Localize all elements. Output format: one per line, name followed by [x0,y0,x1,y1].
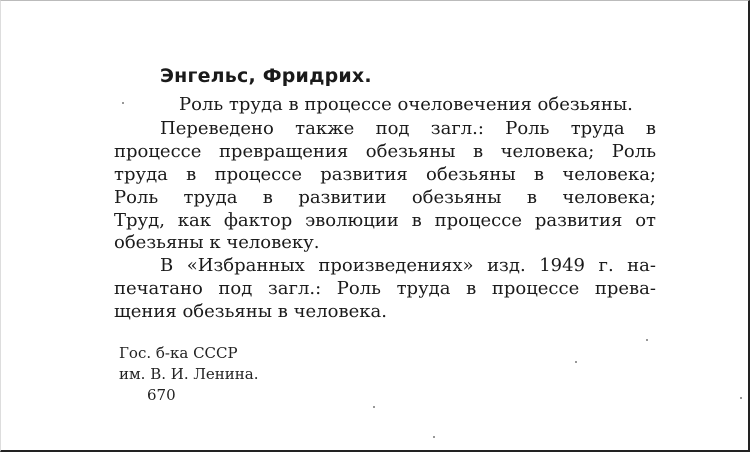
scan-speck [433,436,435,438]
paragraph2-line-1: В «Избранных произведениях» изд. 1949 г. на- [160,255,656,276]
paragraph1-line-3: труда в процессе развития обезьяны в человека; [114,164,656,185]
paragraph1-line-5: Труд, как фактор эволюции в процессе развития от [114,210,656,231]
scan-speck [740,397,742,399]
author-heading: Энгельс, Фридрих. [160,65,372,87]
scan-speck [575,361,577,363]
paragraph1-line-4: Роль труда в развитии обезьяны в человека; [114,187,656,208]
work-title: Роль труда в процессе очеловечения обезьяны. [179,94,633,115]
paragraph2-line-2: печатано под загл.: Роль труда в процессе прева- [114,278,656,299]
scan-speck [646,339,648,341]
scan-speck [122,102,124,104]
paragraph1-line-1: Переведено также под загл.: Роль труда в [160,118,656,139]
paragraph2-line-3: щения обезьяны в человека. [114,301,387,322]
paragraph1-line-6: обезьяны к человеку. [114,232,320,253]
library-name: Гос. б-ка СССР [119,344,238,362]
shelf-number: 670 [147,386,176,404]
scan-speck [373,406,375,408]
paragraph1-line-2: процессе превращения обезьяны в человека; Роль [114,141,656,162]
library-dedication: им. В. И. Ленина. [119,365,259,383]
